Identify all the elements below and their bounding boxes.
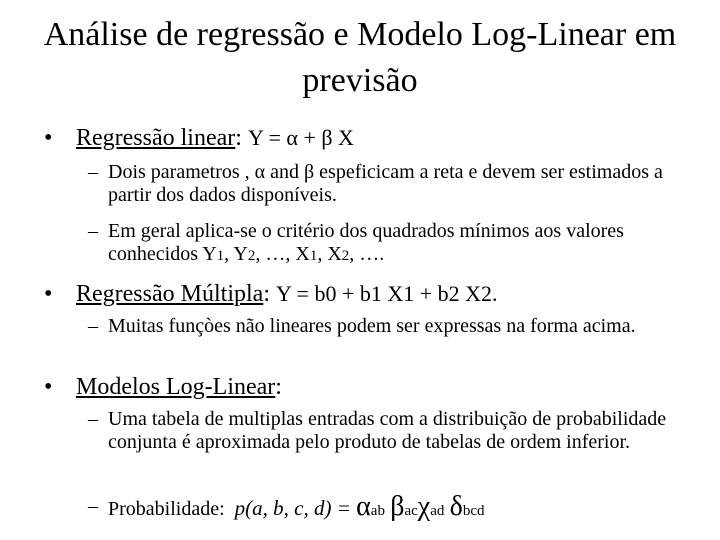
sub-text: Dois parametros , α and β espeficicam a reta e devem ser estimados a partir dos dados disponíveis.: [108, 161, 663, 206]
sub-text: Muitas funçòes não lineares podem ser expressas na forma acima.: [108, 315, 636, 337]
bullet-formula: Y = b0 + b1 X1 + b2 X2.: [275, 281, 498, 306]
beta-symbol: β: [390, 491, 405, 522]
bullet-term: Regressão Múltipla: [76, 281, 264, 307]
sub-item-parameters: [88, 161, 698, 207]
beta-subscript: ac: [404, 503, 418, 519]
sub-dash: –: [88, 495, 98, 517]
delta-symbol: δ: [449, 491, 463, 522]
alpha-symbol: α: [356, 491, 371, 522]
chi-symbol: χ: [417, 491, 431, 522]
chi-subscript: ad: [430, 503, 445, 519]
bullet-term: Modelos Log-Linear: [76, 374, 276, 400]
bullet-term: Regressão linear: [76, 125, 236, 151]
sub-item-nonlinear: [88, 315, 698, 338]
bullet-separator: :: [275, 374, 282, 400]
seq-sep-4: , ….: [349, 243, 385, 265]
seq-sep-2: , …, X: [255, 243, 310, 265]
bullet-formula: Y = α + β X: [247, 125, 354, 150]
bullet-multiple-regression: [44, 280, 498, 308]
sub-dash: –: [88, 220, 98, 242]
formula-lhs: p(a, b, c, d) =: [234, 496, 357, 520]
bullet-log-linear: [44, 373, 282, 401]
sub-text-main: Em geral aplica-se o critério dos quadrados mínimos aos valores conhecidos Y: [108, 220, 624, 265]
bullet-marker: •: [44, 374, 53, 400]
probability-line: [88, 491, 698, 523]
bullet-separator: :: [235, 125, 242, 151]
sub-item-probability: [88, 491, 698, 523]
probability-formula: [234, 491, 485, 522]
seq-sep-3: , X: [317, 243, 342, 265]
delta-subscript: bcd: [462, 503, 485, 519]
sub-item-multiway-table: [88, 408, 698, 454]
bullet-marker: •: [44, 125, 53, 151]
sub-text: Uma tabela de multiplas entradas com a distribuição de probabilidade conjunta é aproximada pelo produto de tabelas de ordem inferior.: [108, 408, 667, 453]
seq-sep-1: , Y: [224, 243, 248, 265]
slide-title: Análise de regressão e Modelo Log-Linear em previsão: [43, 16, 677, 99]
bullet-separator: :: [263, 281, 270, 307]
sub-text: [88, 220, 698, 268]
sub-dash: –: [88, 408, 98, 430]
bullet-marker: •: [44, 281, 53, 307]
seq-x1-sub: 1: [309, 248, 318, 264]
seq-y2-sub: 2: [247, 248, 256, 264]
sub-dash: –: [88, 315, 98, 337]
sub-item-least-squares: [88, 220, 698, 268]
sub-dash: –: [88, 161, 98, 183]
probability-label: Probabilidade:: [108, 498, 225, 520]
seq-y1-sub: 1: [216, 248, 225, 264]
bullet-linear-regression: [44, 124, 354, 152]
alpha-subscript: ab: [370, 503, 385, 519]
seq-x2-sub: 2: [341, 248, 350, 264]
